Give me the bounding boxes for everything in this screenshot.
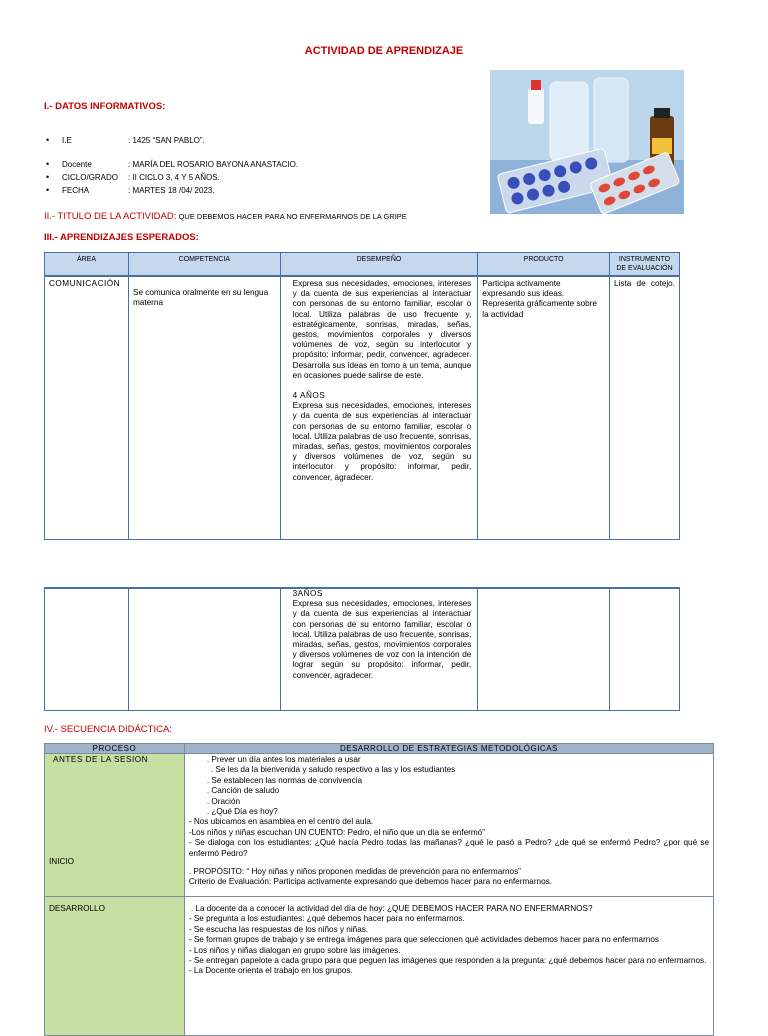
col-header: INSTRUMENTO DE EVALUACIÓN [610,253,680,277]
info-row-ciclo [46,173,220,182]
desarrollo-line: - Los niños y niñas dialogan en grupo sobre las imágenes. [188,945,401,955]
col-header: PROCESO [45,744,185,754]
secuencia-table [44,743,714,1036]
inicio-content-cell [184,754,713,897]
section-datos-informativos: I.- DATOS INFORMATIVOS: [44,101,166,112]
desarrollo-line: . La docente da a conocer la actividad del día de hoy: ¿QUE DEBEMOS HACER PARA NO ENFERMARNOS? [190,904,593,913]
desempeno-3-cell [280,588,478,711]
desempeno-4-text: Expresa sus necesidades, emociones, intereses y da cuenta de sus experiencias al interactuar con personas de su entorno familiar, escolar o local. Utiliza palabras de uso frecuente, sonrisas, miradas, señas, gestos, movimientos corporales y diversos volúmenes de voz, según su interlocutor y propósito: informar, pedir, convencer, agradecer. [292,401,472,482]
desempeno-3-text: Expresa sus necesidades, emociones, intereses y da cuenta de sus experiencias al interactuar con personas de su entorno familiar, escolar o local. Utiliza palabras de uso frecuente, sonrisas, miradas, señas, gestos, movimientos corporales y diversos volúmenes de voz con la intención de lograr según su propósito: informar, pedir, convencer, agradecer. [292,599,472,680]
info-value: : 1425 “SAN PABLO”. [128,136,205,145]
inicio-line: . Se les da la bienvenida y saludo respectivo a las y los estudiantes [210,765,456,775]
info-row-fecha [46,186,215,195]
info-label: FECHA [62,186,90,195]
inicio-line: . Se establecen las normas de convivencia [206,775,363,785]
info-label: CICLO/GRADO [62,173,119,182]
info-value: : MARÍA DEL ROSARIO BAYONA ANASTACIO. [128,160,299,169]
info-value: : II CICLO 3, 4 Y 5 AÑOS. [128,173,220,182]
producto-text: Participa activamente expresando sus ideas. [482,279,565,299]
info-label: Docente [62,160,92,169]
medicine-photo [490,70,684,214]
empty-cell [45,588,129,711]
activity-title: QUE DEBEMOS HACER PARA NO ENFERMARNOS DE LA GRIPE [178,212,407,221]
inicio-line: . Oración [206,796,241,806]
instrumento-cell [610,276,680,540]
section-label: II.- TITULO DE LA ACTIVIDAD: [44,211,177,222]
desarrollo-label: DESARROLLO [49,904,105,913]
bullet-icon: • [46,172,50,182]
info-row-ie [46,136,205,145]
producto-cell [478,276,610,540]
desempeno-cell [280,276,478,540]
bullet-icon: • [46,159,50,169]
medicine-illustration [490,70,684,214]
desarrollo-line: - Se entregan papelote a cada grupo para que peguen las imágenes que responden a la pregunta: ¿qué debemos hacer para no enfermarnos. [188,956,707,966]
bullet-icon: • [46,185,50,195]
section-titulo-actividad [44,211,407,222]
desarrollo-content-cell [184,897,713,1036]
inicio-label: INICIO [49,857,75,866]
col-header: DESEMPEÑO [280,253,478,277]
area-cell: COMUNICACIÓN [45,276,129,540]
inicio-line: . Canción de saludo [206,786,280,796]
desarrollo-line: - Se escucha las respuestas de los niños y niñas. [188,924,369,934]
producto-text: Representa gráficamente sobre la actividad [482,299,597,319]
desarrollo-line: - Se pregunta a los estudiantes: ¿qué debemos hacer para no enfermarnos. [188,914,465,924]
desempeno-5-text: Expresa sus necesidades, emociones, intereses y da cuenta de sus experiencias al interactuar con personas de su entorno familiar, escolar o local. Utiliza palabras de uso frecuente y, estratégicamente, sonrisas, miradas, señas, gestos, movimientos corporales y diversos volúmenes de voz, según su interlocutor y propósito: informar, pedir, convencer, agradecer. Desarrolla sus ideas en torno a un tema, aunque en ocasiones puede salirse de este. [292,279,472,380]
criterio-line: Criterio de Evaluación: Participa activamente expresando que debemos hacer para no enfermarnos. [188,877,553,887]
section-secuencia: IV.- SECUENCIA DIDÁCTICA: [44,724,172,735]
instrumento-text: Lista de cotejo. [614,279,675,288]
antes-label: ANTES DE LA SESION [53,755,148,764]
age-label-3: 3AÑOS [292,589,323,598]
document-title: ACTIVIDAD DE APRENDIZAJE [304,45,464,57]
inicio-line: . Prever un día antes los materiales a usar [206,755,361,764]
col-header: PRODUCTO [478,253,610,277]
empty-cell [128,588,280,711]
desarrollo-line: - La Docente orienta el trabajo en los grupos. [188,966,353,976]
age-label-4: 4 AÑOS [292,391,326,401]
desarrollo-line: - Se forman grupos de trabajo y se entrega imágenes para que seleccionen qué actividades debemos hacer para no enfermarnos [188,935,660,945]
bullet-icon: • [46,135,50,145]
section-aprendizajes: III.- APRENDIZAJES ESPERADOS: [44,232,199,243]
col-header: COMPETENCIA [128,253,280,277]
proceso-inicio-cell [45,754,185,897]
competencia-cell: Se comunica oralmente en su lengua materna [128,276,280,540]
inicio-line: -Los niños y niñas escuchan UN CUENTO: Pedro, el niño que un día se enfermó” [188,827,485,837]
info-row-docente [46,160,298,169]
info-label: I.E [62,136,72,145]
col-header: DESARROLLO DE ESTRATEGIAS METODOLÓGICAS [184,744,713,754]
proceso-desarrollo-cell [45,897,185,1036]
aprendizajes-table-continued [44,587,680,711]
inicio-line: - Nos ubicamos en asamblea en el centro del aula. [188,817,374,827]
inicio-line: . ¿Qué Día es hoy? [206,807,278,817]
proposito-line: . PROPÓSITO: “ Hoy niñas y niños proponen medidas de prevención para no enfermarnos” [188,867,521,877]
empty-cell [610,588,680,711]
empty-cell [478,588,610,711]
inicio-line: - Se dialoga con los estudiantes: ¿Qué hacía Pedro todas las mañanas? ¿qué le pasó a Pedro? ¿de qué se enfermó Pedro? ¿por qué se enfermó Pedro? [188,838,709,858]
aprendizajes-table [44,252,680,540]
col-header: ÁREA [45,253,129,277]
info-value: : MARTES 18 /04/ 2023. [128,186,215,195]
